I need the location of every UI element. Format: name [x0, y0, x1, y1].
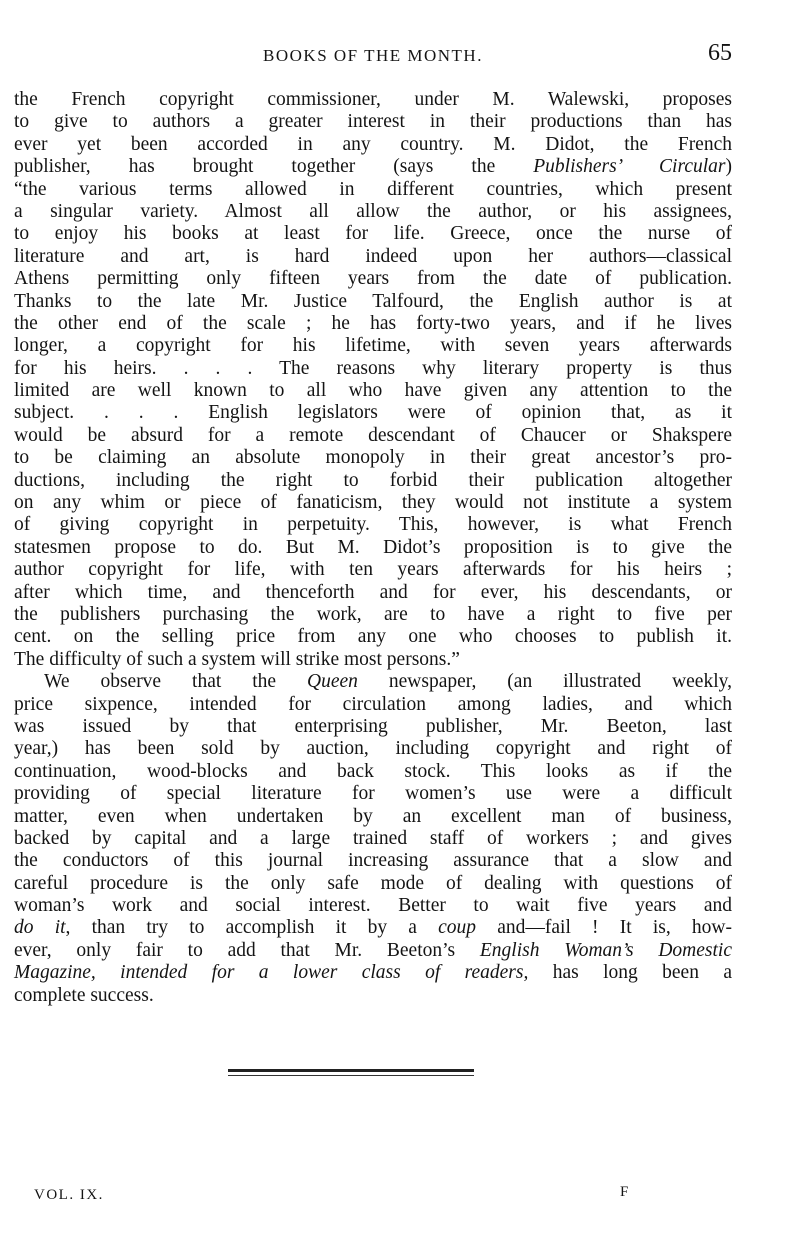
text-line	[14, 940, 732, 962]
text-segment: publisher, has brought together (says the	[14, 156, 534, 178]
text-line: a singular variety. Almost all allow the author, or his assignees,	[14, 200, 732, 222]
text-line: statesmen propose to do. But M. Didot’s proposition is to give the	[14, 536, 732, 558]
text-line	[14, 671, 732, 693]
text-line: for his heirs. . . . The reasons why literary property is thus	[14, 357, 732, 379]
text-line: the French copyright commissioner, under M. Walewski, proposes	[14, 89, 732, 110]
text-line: the publishers purchasing the work, are to have a right to five per	[14, 603, 732, 625]
text-segment: , than try to accomplish it by a	[65, 917, 439, 939]
text-line: price sixpence, intended for circulation among ladies, and which	[14, 693, 732, 715]
text-segment: )	[725, 156, 732, 178]
text-line	[14, 156, 732, 178]
text-line: to give to authors a greater interest in their productions than has	[14, 111, 732, 133]
text-line: ductions, including the right to forbid their publication altogether	[14, 469, 732, 491]
text-line: subject. . . . English legislators were of opinion that, as it	[14, 402, 732, 424]
text-line: Thanks to the late Mr. Justice Talfourd, the English author is at	[14, 290, 732, 312]
italic-phrase: English Woman’s Domestic	[479, 939, 732, 961]
text-line: to be claiming an absolute monopoly in their great ancestor’s pro-	[14, 447, 732, 469]
text-line: woman’s work and social interest. Better to wait five years and	[14, 895, 732, 917]
italic-phrase: coup	[438, 917, 477, 939]
text-line: Athens permitting only fifteen years from the date of publication.	[14, 268, 732, 290]
italic-phrase: do it	[14, 917, 66, 939]
text-line: after which time, and thenceforth and for ever, his descendants, or	[14, 581, 732, 603]
text-line: of giving copyright in perpetuity. This, however, is what French	[14, 514, 732, 536]
text-line: the conductors of this journal increasing assurance that a slow and	[14, 850, 732, 872]
text-segment: ever, only fair to add that Mr. Beeton’s	[14, 939, 480, 961]
text-line: matter, even when undertaken by an excellent man of business,	[14, 805, 732, 827]
divider-thick-line	[228, 1069, 474, 1072]
text-line: would be absurd for a remote descendant of Chaucer or Shakspere	[14, 424, 732, 446]
text-line: “the various terms allowed in different countries, which present	[14, 178, 732, 200]
signature-mark: F	[620, 1184, 629, 1200]
page-number: 65	[708, 40, 732, 66]
text-line: to enjoy his books at least for life. Greece, once the nurse of	[14, 223, 732, 245]
text-line: the other end of the scale ; he has forty-two years, and if he lives	[14, 312, 732, 334]
section-divider	[228, 1069, 474, 1079]
text-line	[14, 917, 732, 939]
running-title: BOOKS OF THE MONTH.	[263, 46, 483, 65]
text-line: was issued by that enterprising publisher, Mr. Beeton, last	[14, 715, 732, 737]
text-line	[14, 962, 732, 984]
volume-label: VOL. IX.	[34, 1187, 104, 1203]
text-segment: and—fail ! It is, how-	[476, 917, 732, 939]
italic-phrase: Publishers’ Circular	[533, 156, 726, 178]
text-line: limited are well known to all who have given any attention to the	[14, 380, 732, 402]
text-line: The difficulty of such a system will strike most persons.”	[14, 648, 460, 670]
italic-phrase: Magazine, intended for a lower class of readers,	[14, 962, 529, 984]
text-line: author copyright for life, with ten years afterwards for his heirs ;	[14, 559, 732, 581]
text-line: providing of special literature for women’s use were a difficult	[14, 783, 732, 805]
text-line: cent. on the selling price from any one who chooses to publish it.	[14, 626, 732, 648]
page-header	[14, 40, 732, 74]
text-line: backed by capital and a large trained staff of workers ; and gives	[14, 827, 732, 849]
text-segment: newspaper, (an illustrated weekly,	[357, 671, 732, 693]
text-segment: We observe that the	[44, 671, 308, 693]
text-line: on any whim or piece of fanaticism, they would not institute a system	[14, 492, 732, 514]
text-line: ever yet been accorded in any country. M. Didot, the French	[14, 133, 732, 155]
text-line: complete success.	[14, 984, 154, 1006]
italic-phrase: Queen	[307, 671, 358, 693]
text-line: continuation, wood-blocks and back stock. This looks as if the	[14, 760, 732, 782]
divider-thin-line	[228, 1075, 474, 1076]
text-line: literature and art, is hard indeed upon her authors—classical	[14, 245, 732, 267]
text-line: longer, a copyright for his lifetime, with seven years afterwards	[14, 335, 732, 357]
text-segment: has long been a	[528, 962, 732, 984]
text-line: year,) has been sold by auction, including copyright and right of	[14, 738, 732, 760]
body-text	[14, 89, 732, 1007]
text-line: careful procedure is the only safe mode of dealing with questions of	[14, 872, 732, 894]
